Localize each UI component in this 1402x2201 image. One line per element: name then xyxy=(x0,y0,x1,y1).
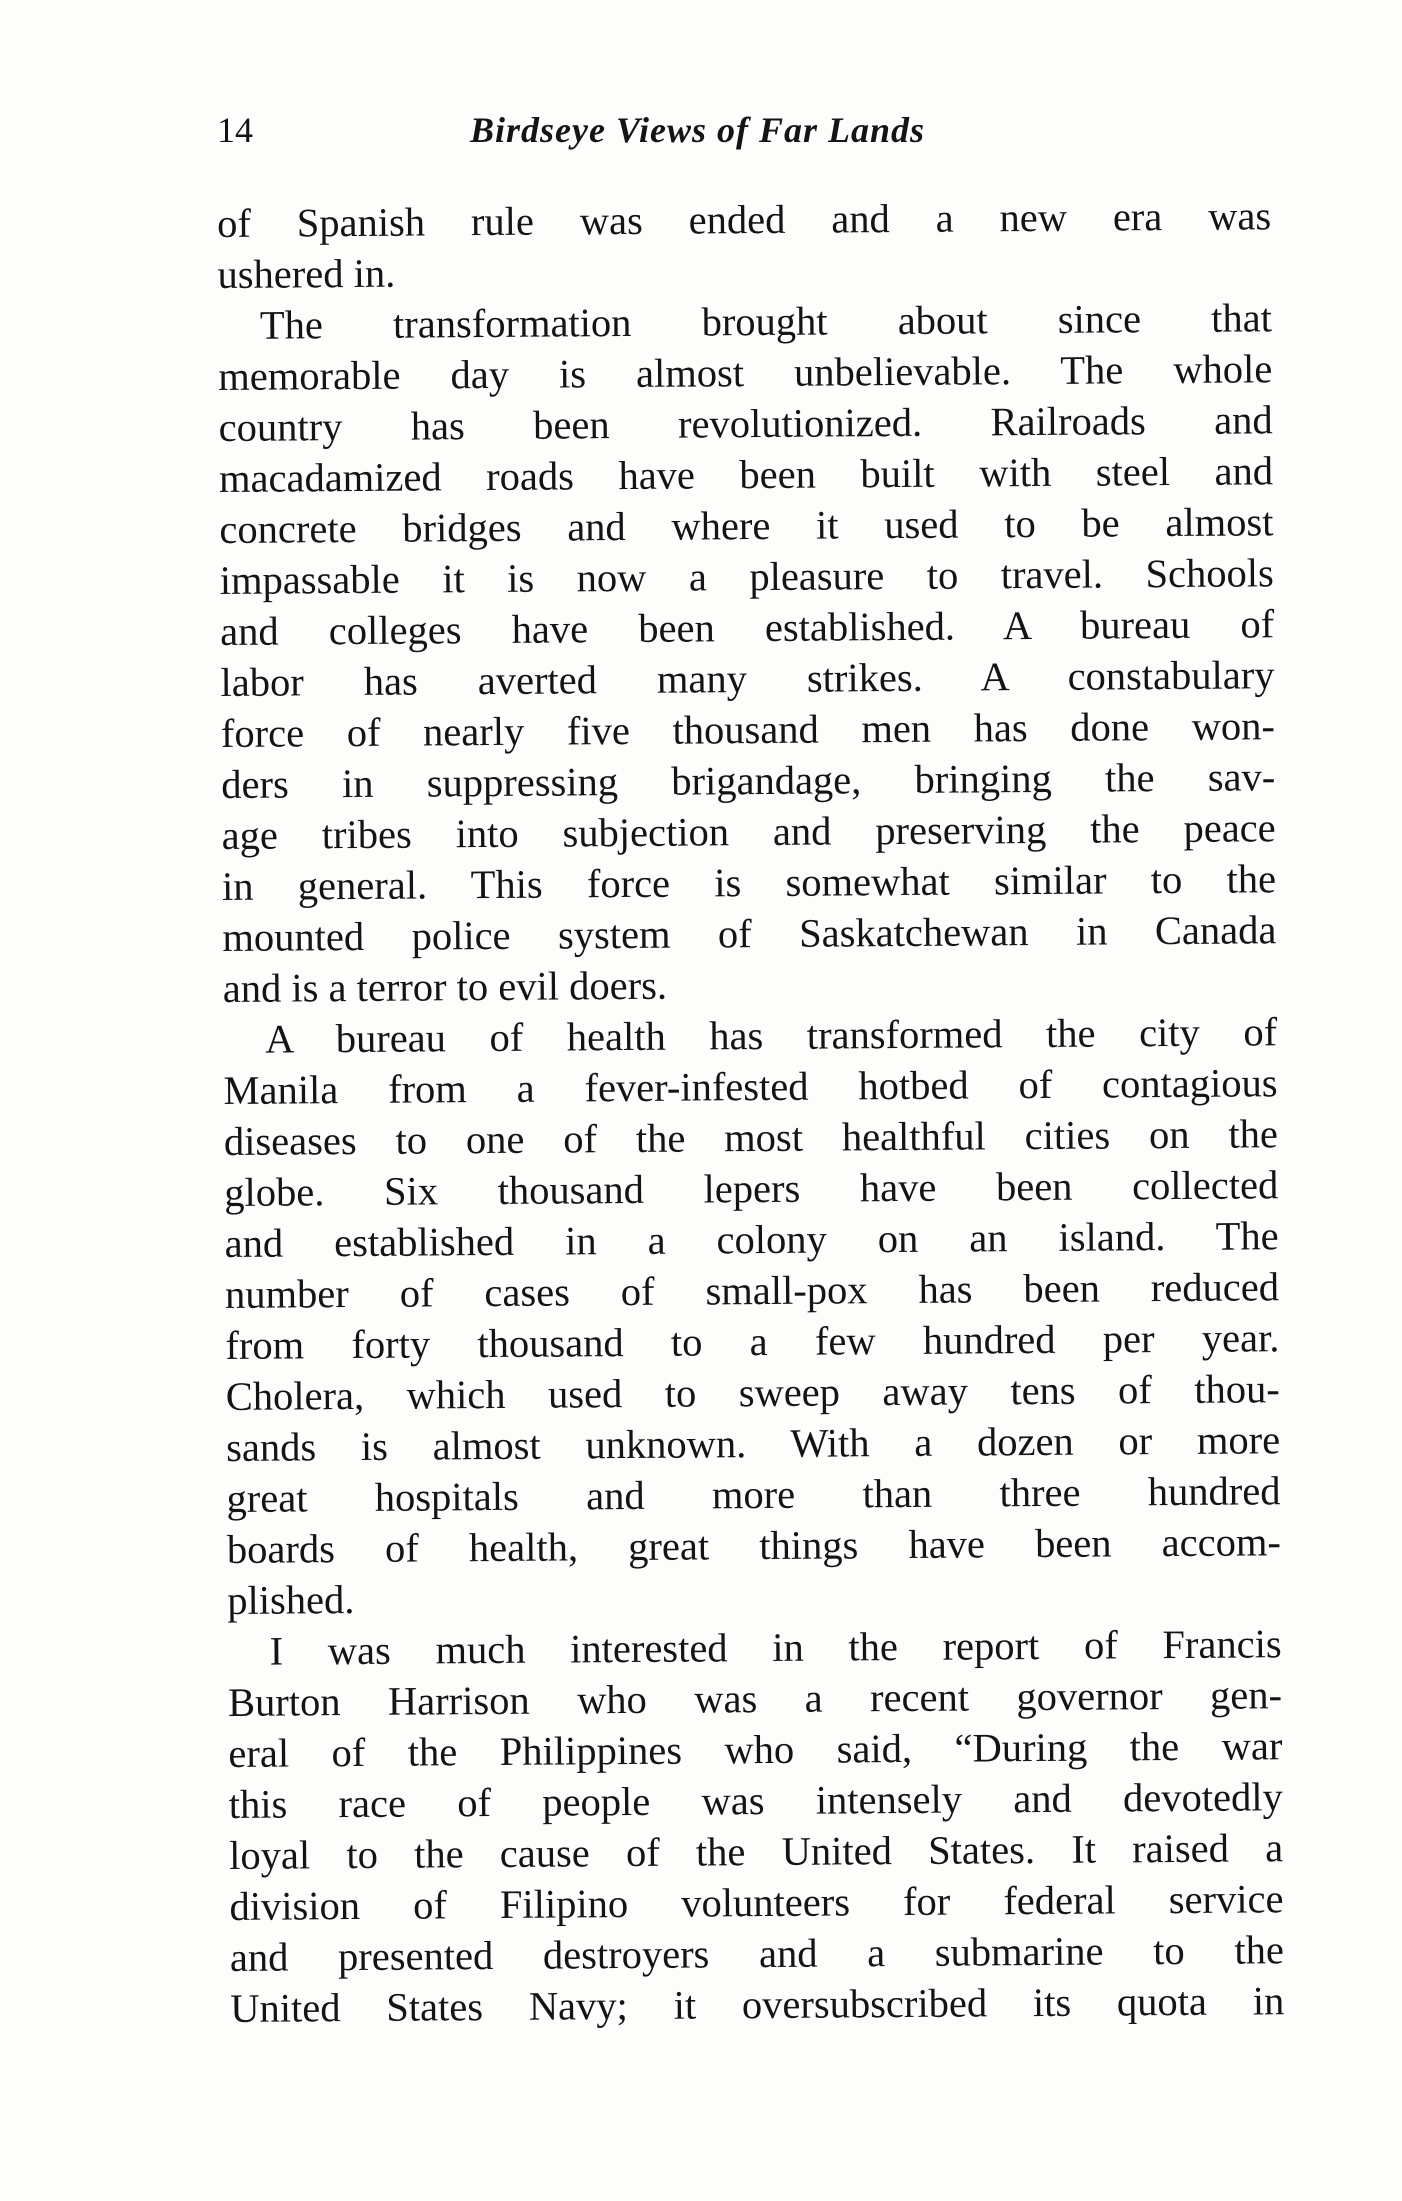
text-line: concrete bridges and where it used to be almost xyxy=(219,499,1274,552)
text-line: boards of health, great things have been accom- xyxy=(226,1519,1282,1572)
body-text xyxy=(217,190,1284,2034)
text-line: globe. Six thousand lepers have been collected xyxy=(224,1162,1279,1215)
running-title: Birdseye Views of Far Lands xyxy=(470,110,926,150)
text-line: loyal to the cause of the United States. It raised a xyxy=(228,1825,1284,1878)
text-line: in general. This force is somewhat similar to the xyxy=(221,856,1277,909)
text-line: and established in a colony on an island. The xyxy=(224,1213,1279,1266)
text-line: and colleges have been established. A bureau of xyxy=(220,601,1275,654)
text-line: division of Filipino volunteers for federal service xyxy=(229,1876,1284,1929)
text-line: sands is almost unknown. With a dozen or more xyxy=(225,1417,1281,1470)
text-line: force of nearly five thousand men has done won- xyxy=(220,703,1276,756)
text-line: ushered in. xyxy=(217,250,396,297)
text-line: I was much interested in the report of Francis xyxy=(269,1621,1282,1674)
text-line: from forty thousand to a few hundred per year. xyxy=(225,1315,1280,1368)
text-line: A bureau of health has transformed the city of xyxy=(265,1009,1278,1062)
text-line: macadamized roads have been built with steel and xyxy=(218,448,1274,501)
text-line: Burton Harrison who was a recent governor gen- xyxy=(227,1672,1283,1725)
text-line: plished. xyxy=(227,1577,355,1623)
text-line: this race of people was intensely and devotedly xyxy=(228,1774,1283,1827)
text-line: of Spanish rule was ended and a new era was xyxy=(217,193,1272,246)
text-line: and is a terror to evil doers. xyxy=(222,962,668,1011)
text-line: number of cases of small-pox has been reduced xyxy=(224,1264,1280,1317)
text-line: and presented destroyers and a submarine to the xyxy=(229,1927,1285,1980)
page-number: 14 xyxy=(217,110,253,150)
text-line: eral of the Philippines who said, “During the war xyxy=(228,1723,1283,1776)
text-line: age tribes into subjection and preserving the peace xyxy=(221,805,1276,858)
text-line: labor has averted many strikes. A constabulary xyxy=(220,652,1275,705)
text-line: mounted police system of Saskatchewan in Canada xyxy=(222,907,1277,960)
text-line: Cholera, which used to sweep away tens of thou- xyxy=(225,1366,1280,1419)
text-line: country has been revolutionized. Railroads and xyxy=(218,397,1273,450)
text-line: diseases to one of the most healthful cities on the xyxy=(223,1111,1279,1164)
text-line: Manila from a fever-infested hotbed of contagious xyxy=(223,1060,1278,1113)
text-line: great hospitals and more than three hundred xyxy=(226,1468,1281,1521)
text-line: ders in suppressing brigandage, bringing the sav- xyxy=(221,754,1276,807)
text-line: United States Navy; it oversubscribed its quota in xyxy=(230,1978,1285,2031)
text-line: memorable day is almost unbelievable. The whole xyxy=(218,346,1273,399)
text-line: impassable it is now a pleasure to travel. Schools xyxy=(219,550,1274,603)
text-line: The transformation brought about since that xyxy=(259,295,1273,348)
